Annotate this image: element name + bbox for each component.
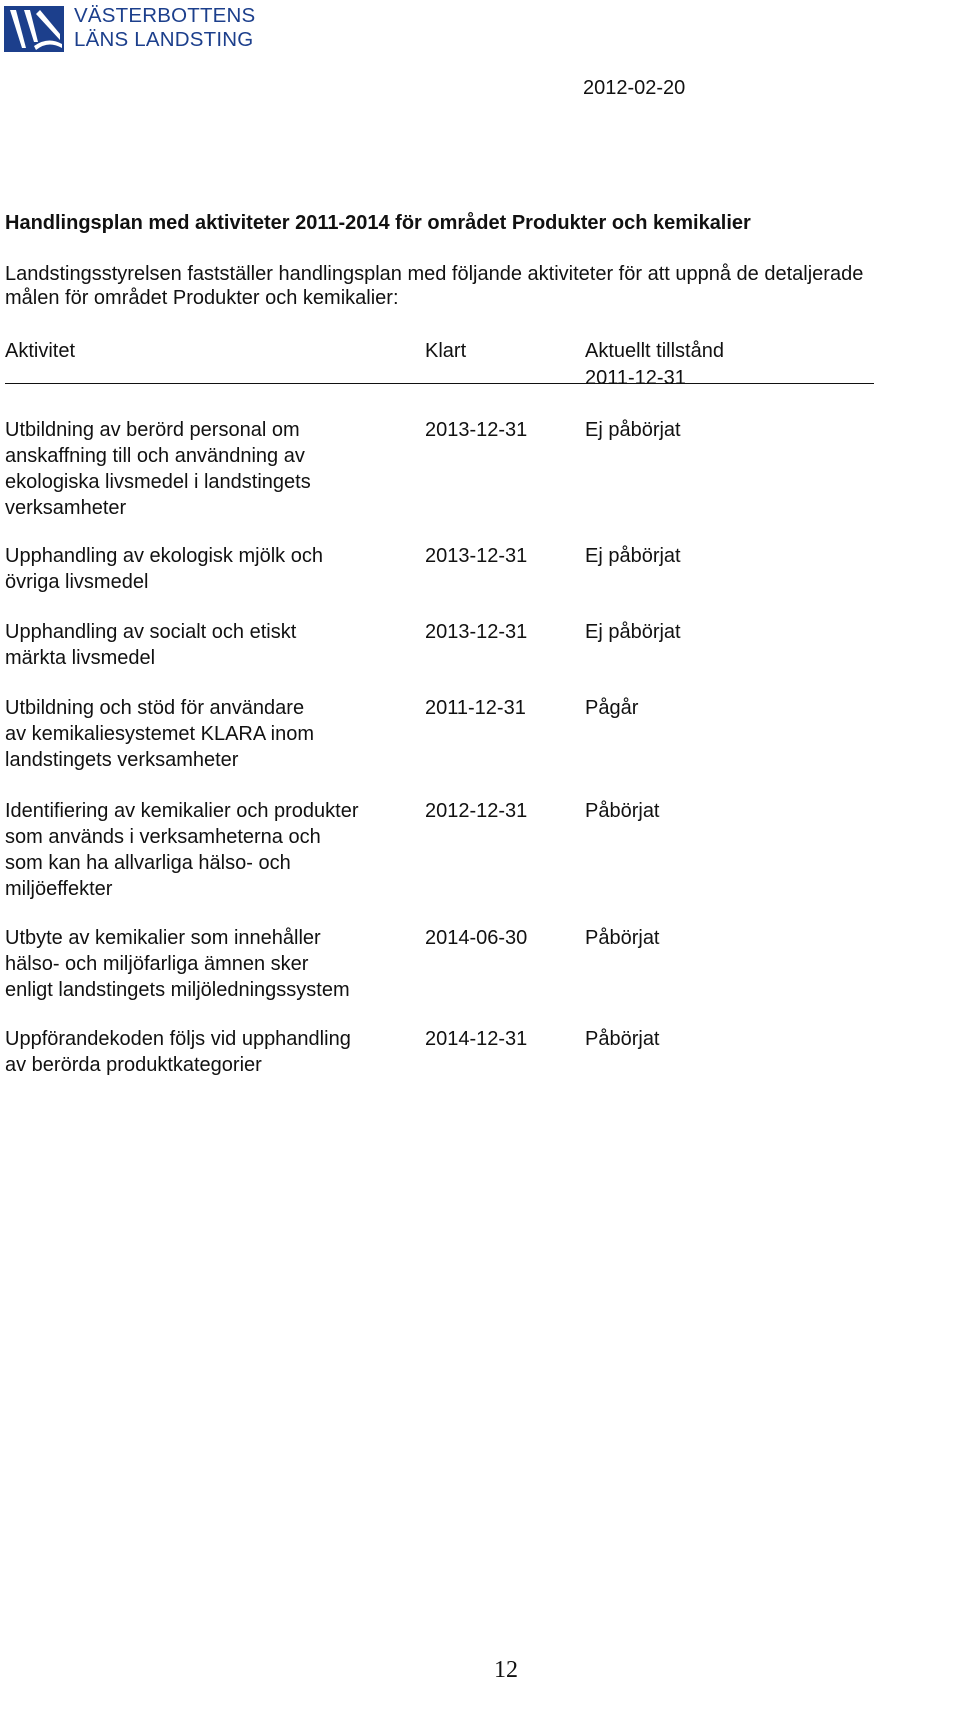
activity-line: Utbildning och stöd för användare — [5, 697, 305, 719]
column-header-klart: Klart — [425, 340, 467, 362]
logo-line-2: LÄNS LANDSTING — [74, 28, 254, 51]
intro-line-1: Landstingsstyrelsen fastställer handlingsplan med följande aktiviteter för att uppnå de detaljerade — [5, 263, 864, 285]
column-header-status: Aktuellt tillstånd — [585, 340, 724, 362]
activity-line: enligt landstingets miljöledningssystem — [5, 979, 350, 1001]
header-divider — [5, 383, 874, 384]
activity-line: Utbyte av kemikalier som innehåller — [5, 927, 321, 949]
cell-activity — [5, 925, 410, 1003]
column-header-status-date: 2011-12-31 — [585, 367, 686, 389]
cell-klart: 2013-12-31 — [425, 621, 528, 643]
cell-activity — [5, 619, 410, 671]
activity-line: miljöeffekter — [5, 878, 113, 900]
cell-status: Ej påbörjat — [585, 621, 681, 643]
cell-klart: 2013-12-31 — [425, 545, 528, 567]
activity-line: Upphandling av ekologisk mjölk och — [5, 545, 323, 567]
cell-klart: 2012-12-31 — [425, 800, 528, 822]
activity-line: övriga livsmedel — [5, 571, 149, 593]
activity-line: Uppförandekoden följs vid upphandling — [5, 1028, 351, 1050]
column-header-activity: Aktivitet — [5, 340, 76, 362]
activity-line: Upphandling av socialt och etiskt — [5, 621, 297, 643]
intro-line-2: målen för området Produkter och kemikalier: — [5, 287, 399, 309]
activity-line: Identifiering av kemikalier och produkter — [5, 800, 359, 822]
cell-status: Påbörjat — [585, 1028, 660, 1050]
cell-status: Pågår — [585, 697, 639, 719]
activity-line: ekologiska livsmedel i landstingets — [5, 471, 311, 493]
logo-wordmark — [74, 4, 255, 52]
landsting-logo — [4, 4, 266, 54]
activity-line: som används i verksamheterna och — [5, 826, 321, 848]
cell-activity — [5, 798, 410, 902]
cell-klart: 2011-12-31 — [425, 697, 526, 719]
cell-klart: 2013-12-31 — [425, 419, 528, 441]
activity-line: landstingets verksamheter — [5, 749, 239, 771]
document-date: 2012-02-20 — [583, 77, 686, 99]
cell-status: Ej påbörjat — [585, 545, 681, 567]
activity-line: av berörda produktkategorier — [5, 1054, 262, 1076]
activity-line: av kemikaliesystemet KLARA inom — [5, 723, 315, 745]
cell-klart: 2014-06-30 — [425, 927, 528, 949]
cell-status: Påbörjat — [585, 927, 660, 949]
cell-activity — [5, 695, 410, 773]
activity-line: som kan ha allvarliga hälso- och — [5, 852, 291, 874]
activity-line: Utbildning av berörd personal om — [5, 419, 300, 441]
cell-status: Ej påbörjat — [585, 419, 681, 441]
cell-activity — [5, 417, 410, 521]
activity-line: hälso- och miljöfarliga ämnen sker — [5, 953, 309, 975]
page-number: 12 — [494, 1657, 518, 1683]
cell-klart: 2014-12-31 — [425, 1028, 528, 1050]
intro-paragraph — [5, 262, 955, 310]
document-heading: Handlingsplan med aktiviteter 2011-2014 för området Produkter och kemikalier — [5, 212, 751, 234]
cell-status: Påbörjat — [585, 800, 660, 822]
cell-activity — [5, 543, 410, 595]
activity-line: anskaffning till och användning av — [5, 445, 305, 467]
activity-line: verksamheter — [5, 497, 127, 519]
landsting-logo-icon — [4, 6, 64, 52]
logo-line-1: VÄSTERBOTTENS — [74, 4, 256, 27]
activity-line: märkta livsmedel — [5, 647, 156, 669]
cell-activity — [5, 1026, 410, 1078]
